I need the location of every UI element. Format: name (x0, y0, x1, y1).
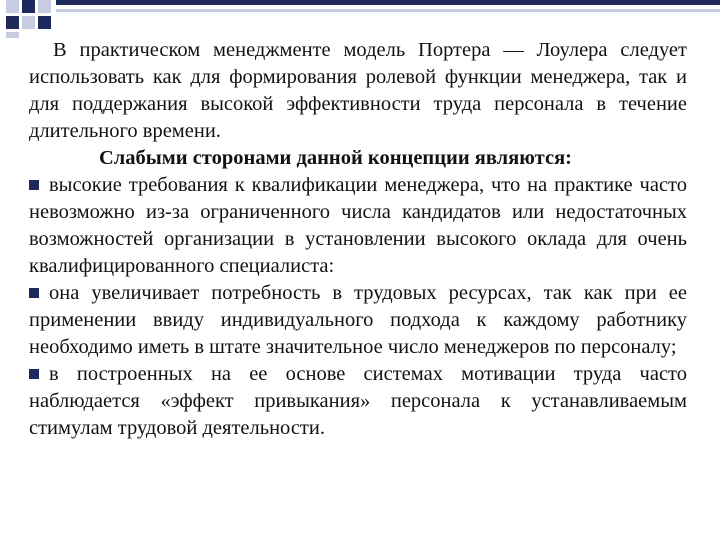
bullet-item (29, 280, 687, 361)
deco-square (6, 32, 19, 38)
section-heading: Слабыми сторонами данной концепции являются: (99, 147, 573, 169)
deco-bar-dark (56, 0, 720, 5)
bullet-item (29, 172, 687, 280)
deco-square (22, 0, 35, 13)
deco-square (6, 0, 19, 13)
square-bullet-icon (29, 369, 39, 379)
deco-square (38, 0, 51, 13)
bullet-item (29, 361, 687, 442)
slide-body (29, 37, 687, 442)
deco-square (38, 16, 51, 29)
intro-paragraph: В практическом менеджменте модель Портера — Лоулера следует использовать как для формирования ролевой функции менеджера, так и для поддержания высокой эффективности труда персонала в течение длительного времени. (29, 39, 687, 142)
bullet-text: она увеличивает потребность в трудовых ресурсах, так как при ее применении ввиду индивидуального подхода к каждому работнику необходимо иметь в штате значительное число менеджеров по персоналу; (29, 282, 687, 358)
deco-square (22, 16, 35, 29)
decorative-header (0, 0, 720, 40)
deco-bar-light (56, 9, 720, 12)
bullet-text: в построенных на ее основе системах мотивации труда часто наблюдается «эффект привыкания» персонала к устанавливаемым стимулам трудовой деятельности. (29, 363, 687, 439)
deco-square (6, 16, 19, 29)
square-bullet-icon (29, 288, 39, 298)
bullet-text: высокие требования к квалификации менеджера, что на практике часто невозможно из-за ограниченного числа кандидатов или недостаточных возможностей организации в установлении высокого оклада для очень квалифицированного специалиста: (29, 174, 687, 277)
square-bullet-icon (29, 180, 39, 190)
